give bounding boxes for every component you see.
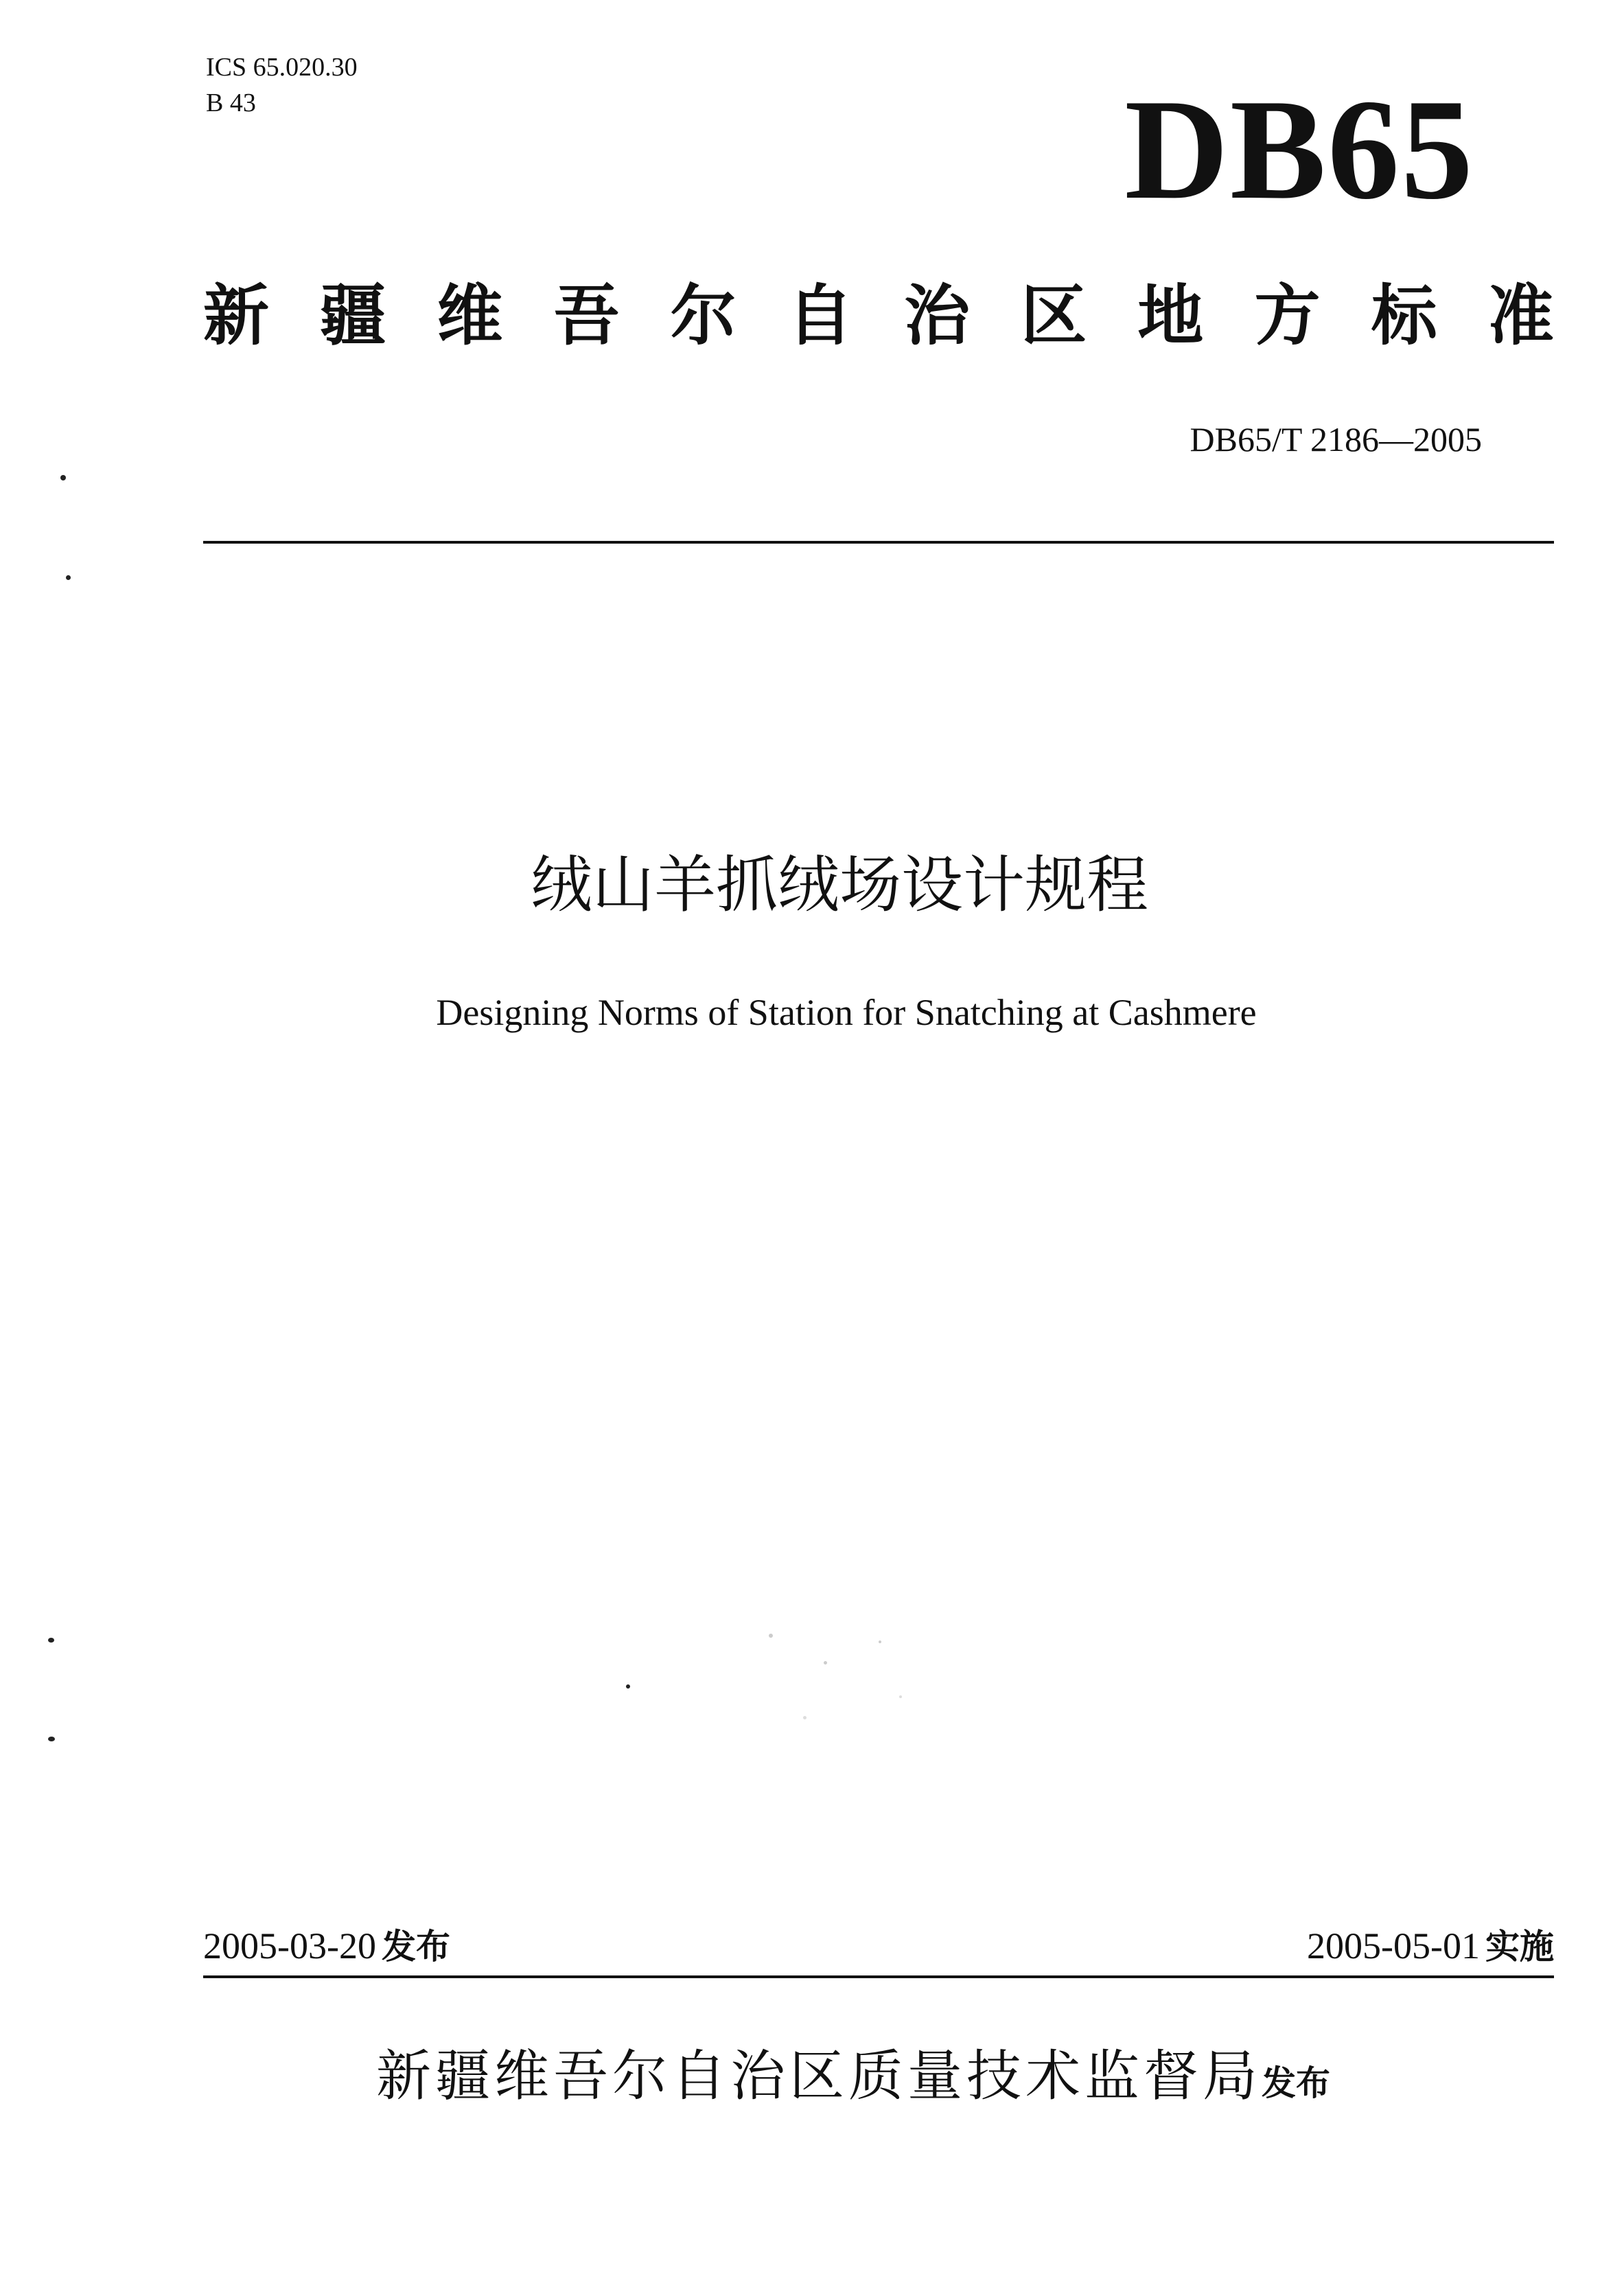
- standard-type-char: 疆: [320, 277, 386, 354]
- ics-code: ICS 65.020.30: [206, 53, 358, 82]
- standard-type-char: 方: [1254, 277, 1321, 354]
- standard-type-char: 新: [203, 277, 269, 354]
- implement-label: 实施: [1485, 1927, 1554, 1967]
- document-title-english: Designing Norms of Station for Snatching at Cashmere: [436, 992, 1257, 1033]
- issuer-suffix: 发布: [1262, 2063, 1330, 2103]
- standard-type-heading: [203, 275, 1554, 357]
- scan-speck: [48, 1737, 55, 1741]
- standard-number: DB65/T 2186—2005: [1190, 420, 1482, 459]
- standard-type-char: 治: [904, 277, 971, 354]
- issuing-authority: [0, 2032, 1624, 2111]
- standard-type-char: 维: [437, 277, 503, 354]
- publish-date-group: [203, 1922, 450, 1971]
- implement-date: 2005-05-01: [1307, 1925, 1480, 1967]
- scan-speck: [66, 575, 71, 580]
- issuer-name: 新疆维吾尔自治区质量技术监督局: [376, 2044, 1262, 2108]
- document-title-chinese: 绒山羊抓绒场设计规程: [531, 849, 1148, 921]
- publish-label: 发布: [381, 1927, 450, 1967]
- standard-logo: DB65: [1124, 70, 1474, 229]
- implement-date-group: [1307, 1922, 1554, 1971]
- scan-speck: [60, 475, 66, 480]
- scan-speck: [626, 1684, 630, 1689]
- standard-type-char: 区: [1021, 277, 1087, 354]
- top-divider: [203, 541, 1554, 544]
- standard-type-char: 自: [787, 277, 853, 354]
- ccs-code: B 43: [206, 89, 256, 117]
- publish-date: 2005-03-20: [203, 1925, 376, 1967]
- scan-speck: [48, 1638, 54, 1643]
- standard-type-char: 尔: [670, 277, 736, 354]
- standard-type-char: 吾: [553, 277, 620, 354]
- bottom-divider: [203, 1975, 1554, 1978]
- standard-type-char: 标: [1371, 277, 1437, 354]
- date-row: [203, 1922, 1554, 1971]
- faded-stamp-mark: [741, 1613, 947, 1764]
- classification-codes: [206, 49, 358, 121]
- standard-type-char: 准: [1487, 277, 1554, 354]
- standard-type-char: 地: [1137, 277, 1204, 354]
